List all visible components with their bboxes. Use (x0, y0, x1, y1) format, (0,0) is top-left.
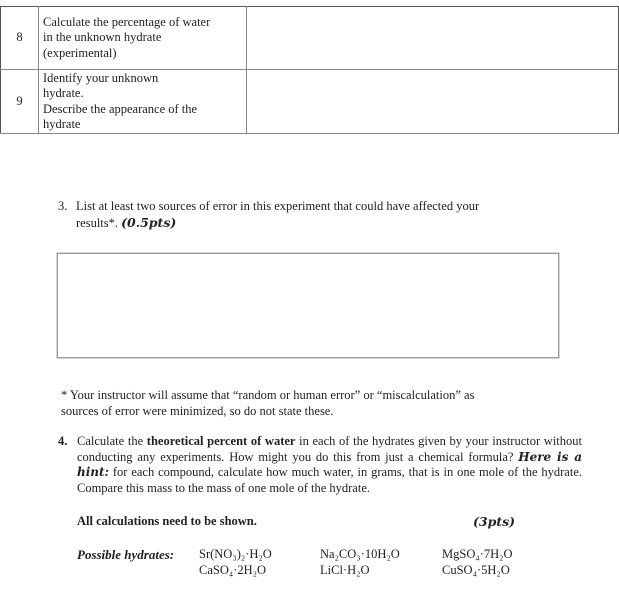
hydrate-formula: LiCl·H₂O (320, 563, 370, 577)
error-note (61, 387, 581, 419)
hydrates-label: Possible hydrates: (77, 547, 175, 562)
question-text: List at least two sources of error in this experiment that could have affected your (76, 199, 480, 213)
answer-cell[interactable] (247, 70, 619, 134)
table-row (1, 70, 619, 134)
description-line: Describe the appearance of the (43, 101, 198, 116)
question-text-part: Calculate the (77, 434, 147, 448)
hydrate-formula: Sr(NO₃)₂·H₂O (199, 547, 272, 561)
description-line: hydrate (43, 117, 81, 131)
question-text: results*. (76, 215, 119, 230)
calculation-note: All calculations need to be shown. (77, 514, 257, 528)
question-number: 4. (58, 434, 68, 448)
note-line: sources of error were minimized, so do not state these. (61, 404, 334, 418)
description-line: hydrate. (43, 86, 84, 100)
question-text-part: in each of the hydrates given by your instructor without conducting any experiments. How might you do this from just a chemical formula? (77, 434, 582, 464)
answer-cell[interactable] (247, 7, 619, 70)
description-line: (experimental) (43, 45, 117, 60)
question-text (77, 434, 582, 496)
bold-phrase: theoretical percent of water (146, 434, 296, 448)
row-number: 8 (1, 7, 39, 70)
row-description (39, 7, 247, 70)
question-3 (58, 199, 578, 231)
row-number: 9 (1, 70, 39, 134)
description-line: Identify your unknown (43, 70, 159, 85)
points-label: (3pts) (473, 514, 516, 529)
row-description (39, 70, 247, 134)
results-table (0, 6, 619, 134)
points-label: (0.5pts) (121, 214, 177, 230)
note-line: * Your instructor will assume that “random or human error” or “miscalculation” as (61, 388, 475, 402)
answer-textbox[interactable] (57, 253, 559, 358)
hint-label: Here is a hint: (77, 449, 582, 479)
hint-text: for each compound, calculate how much water, in grams, that is in one mole of the hydrate. Compare this mass to the mass of one mole of the hydrate. (77, 465, 582, 495)
question-number: 3. (58, 199, 68, 213)
description-line: in the unknown hydrate (43, 30, 162, 45)
question-4 (58, 434, 582, 496)
hydrate-formula: Na₂CO₃·10H₂O (320, 547, 400, 561)
hydrate-formula: MgSO₄·7H₂O (442, 547, 513, 561)
hydrate-formula: CaSO₄·2H₂O (199, 563, 267, 577)
table-row (1, 7, 619, 70)
description-line: Calculate the percentage of water (43, 14, 211, 29)
hydrate-formula: CuSO₄·5H₂O (442, 563, 510, 577)
